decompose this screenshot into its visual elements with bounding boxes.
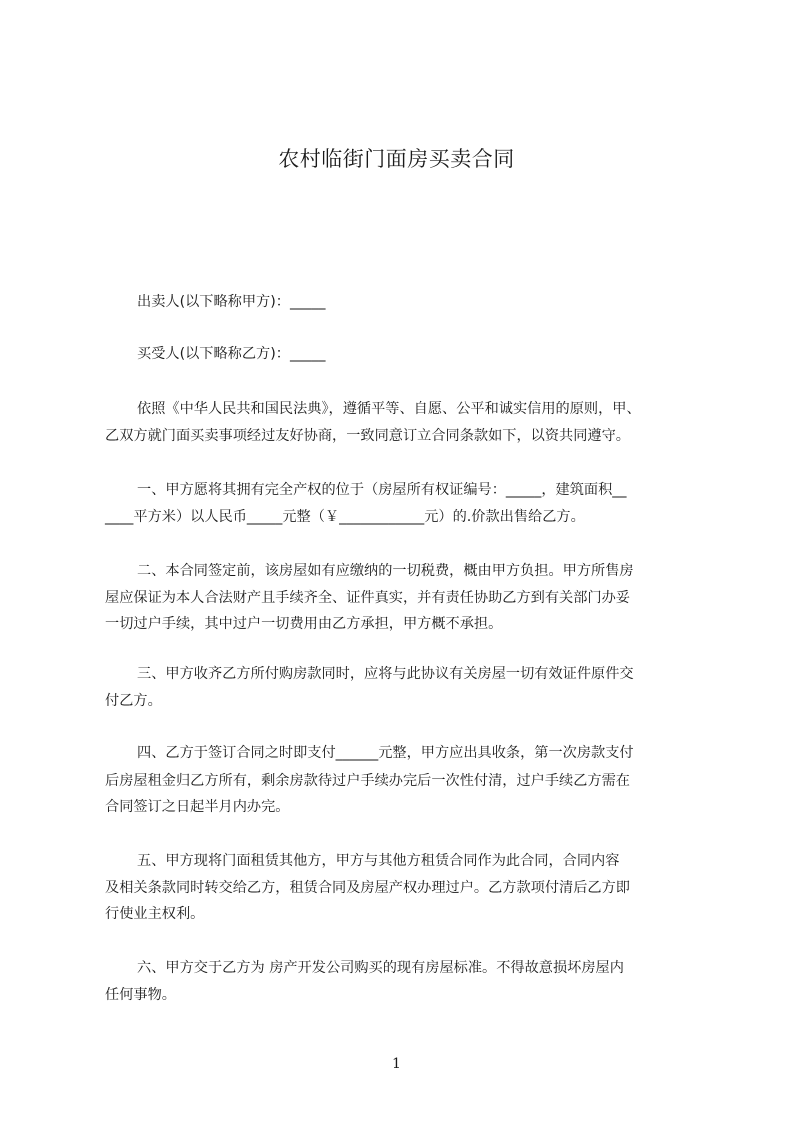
clause-5-line-3: 行使业主权利。 [105,906,205,922]
clause-4-line-3: 合同签订之日起半月内办完。 [105,799,290,815]
clause-3-line-2: 付乙方。 [105,693,162,709]
clause-2-line-3: 一切过户手续，其中过户一切费用由乙方承担，甲方概不承担。 [105,616,503,632]
clause-4-line-2: 后房屋租金归乙方所有，剩余房款待过户手续办完后一次性付清，过户手续乙方需在 [105,773,630,789]
page-number: 1 [392,1056,401,1072]
buyer-line: 买受人(以下略称乙方)：_____ [137,346,326,362]
clause-6-line-2: 任何事物。 [105,987,176,1003]
clause-2-line-2: 屋应保证为本人合法财产且手续齐全、证件真实，并有责任协助乙方到有关部门办妥 [105,590,630,606]
clause-5-line-2: 及相关条款同时转交给乙方，租赁合同及房屋产权办理过户。乙方款项付清后乙方即 [105,880,630,896]
clause-1-line-1: 一、甲方愿将其拥有完全产权的位于（房屋所有权证编号：_____，建筑面积__ [137,482,627,498]
clause-4-line-1: 四、乙方于签订合同之时即支付______元整，甲方应出具收条，第一次房款支付 [137,745,634,761]
document-title: 农村临街门面房买卖合同 [278,147,515,171]
clause-5-line-1: 五、甲方现将门面租赁其他方，甲方与其他方租赁合同作为此合同，合同内容 [137,853,620,869]
intro-line-1: 依照《中华人民共和国民法典》，遵循平等、自愿、公平和诚实信用的原则，甲、 [137,401,641,417]
clause-1-line-2: ____平方米）以人民币_____元整（￥____________元）的.价款出售给乙方。 [105,509,585,525]
clause-6-line-1: 六、甲方交于乙方为 房产开发公司购买的现有房屋标准。不得故意损坏房屋内 [137,960,624,976]
intro-line-2: 乙双方就门面买卖事项经过友好协商，一致同意订立合同条款如下，以资共同遵守。 [105,428,630,444]
seller-line: 出卖人(以下略称甲方)：_____ [137,294,326,310]
clause-3-line-1: 三、甲方收齐乙方所付购房款同时，应将与此协议有关房屋一切有效证件原件交 [137,666,634,682]
clause-2-line-1: 二、本合同签定前，该房屋如有应缴纳的一切税费，概由甲方负担。甲方所售房 [137,563,634,579]
